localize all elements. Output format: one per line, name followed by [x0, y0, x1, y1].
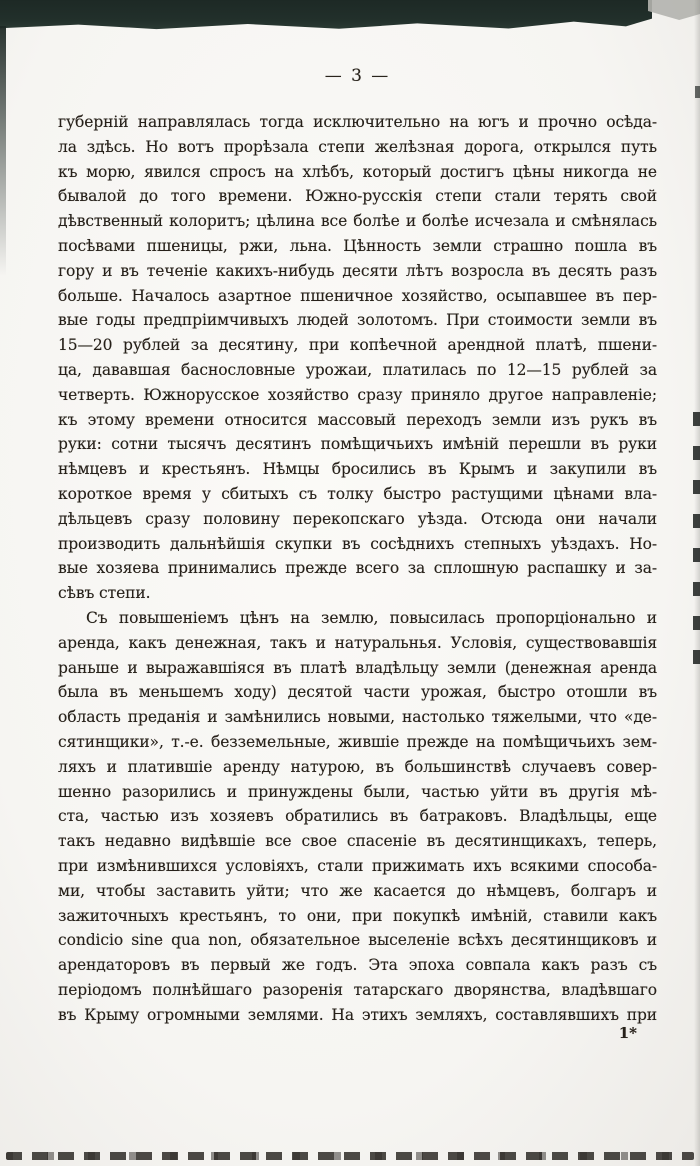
text-line: вые хозяева принимались прежде всего за сплошную распашку и за-	[58, 559, 657, 578]
scan-artifact-top-edge	[0, 0, 652, 30]
text-line: область преданія и замѣнились новыми, настолько тяжелыми, что «де-	[58, 708, 657, 727]
text-line: была въ меньшемъ ходу) десятой части урожая, быстро отошли въ	[58, 683, 657, 702]
text-line: четверть. Южнорусское хозяйство сразу приняло другое направленіе;	[58, 385, 657, 404]
text-line: ляхъ и платившіе аренду натурою, въ большинствѣ случаевъ совер-	[58, 757, 657, 776]
text-line: вые годы предпріимчивыхъ людей золотомъ. При стоимости земли въ	[58, 311, 657, 330]
text-line: періодомъ полнѣйшаго разоренія татарскаго дворянства, владѣвшаго	[58, 980, 657, 999]
text-line: ца, дававшая баснословные урожаи, платилась по 12—15 рублей за	[58, 360, 657, 379]
text-line: сѣвъ степи.	[58, 584, 151, 603]
text-line: аренда, какъ денежная, такъ и натуральнья. Условія, существовавшія	[58, 633, 657, 652]
text-line: 15—20 рублей за десятину, при копѣечной арендной платѣ, пшени-	[58, 336, 657, 355]
text-line: руки: сотни тысячъ десятинъ помѣщичьихъ имѣній перешли въ руки	[58, 435, 657, 454]
text-line: дѣвственный колоритъ; цѣлина все болѣе и болѣе исчезала и смѣнялась	[58, 212, 657, 231]
text-line: гору и въ теченіе какихъ-нибудь десяти лѣтъ возросла въ десять разъ	[58, 261, 657, 280]
signature-mark: 1*	[618, 1024, 637, 1042]
text-line: къ морю, явился спросъ на хлѣбъ, который достигъ цѣны никогда не	[58, 162, 657, 181]
text-line: такъ недавно видѣвшіе все свое спасеніе въ десятинщикахъ, теперь,	[58, 832, 657, 851]
text-line: раньше и выражавшіяся въ платѣ владѣльцу земли (денежная аренда	[58, 658, 657, 677]
text-line: короткое время у сбитыхъ съ толку быстро растущими цѣнами вла-	[58, 484, 657, 503]
text-line: сятинщики», т.-е. безземельные, жившіе прежде на помѣщичьихъ зем-	[58, 732, 657, 751]
scan-artifact-cutoff-text-line	[6, 1152, 694, 1160]
scan-artifact-right-dashes	[693, 412, 700, 674]
text-line: къ этому времени относится массовый переходъ земли изъ рукъ въ	[58, 410, 657, 429]
body-text	[58, 110, 657, 1027]
text-line: губерній направлялась тогда исключительно на югъ и прочно осѣда-	[58, 113, 657, 131]
text-line: ла здѣсь. Но вотъ прорѣзала степи желѣзная дорога, открылся путь	[58, 137, 657, 156]
text-line: больше. Началось азартное пшеничное хозяйство, осыпавшее въ пер-	[58, 286, 657, 305]
text-line: condicio sine qua non, обязательное выселеніе всѣхъ десятинщиковъ и	[58, 931, 657, 950]
text-line: арендаторовъ въ первый же годъ. Эта эпоха совпала какъ разъ съ	[58, 956, 657, 975]
text-line: при измѣнившихся условіяхъ, стали прижимать ихъ всякими способа-	[58, 856, 657, 875]
text-line: Съ повышеніемъ цѣнъ на землю, повысилась пропорціонально и	[86, 608, 657, 627]
text-line: зажиточныхъ крестьянъ, то они, при покупкѣ имѣній, ставили какъ	[58, 906, 657, 925]
scan-artifact-left-edge	[0, 26, 6, 276]
text-line: нѣмцевъ и крестьянъ. Нѣмцы бросились въ Крымъ и закупили въ	[58, 460, 657, 479]
text-line: посѣвами пшеницы, ржи, льна. Цѣнность земли страшно пошла въ	[58, 236, 657, 255]
text-line: шенно разорились и принуждены были, частью уйти въ другія мѣ-	[58, 782, 657, 801]
page-number-header: — 3 —	[324, 66, 391, 86]
paragraph-1	[58, 110, 657, 606]
scan-artifact-top-right-corner	[648, 0, 700, 20]
text-line: ста, частью изъ хозяевъ обратились въ батраковъ. Владѣльцы, еще	[58, 807, 657, 826]
paragraph-2	[58, 606, 657, 1028]
text-line: бывалой до того времени. Южно-русскія степи стали терять свой	[58, 187, 657, 206]
text-line: дѣльцевъ сразу половину перекопскаго уѣзда. Отсюда они начали	[58, 509, 657, 528]
text-line: производить дальнѣйшія скупки въ сосѣднихъ степныхъ уѣздахъ. Но-	[58, 534, 657, 553]
text-line: ми, чтобы заставить уйти; что же касается до нѣмцевъ, болгаръ и	[58, 881, 657, 900]
text-line: въ Крыму огромными землями. На этихъ земляхъ, составлявшихъ при	[58, 1005, 657, 1024]
scan-artifact-right-tick	[695, 86, 700, 98]
